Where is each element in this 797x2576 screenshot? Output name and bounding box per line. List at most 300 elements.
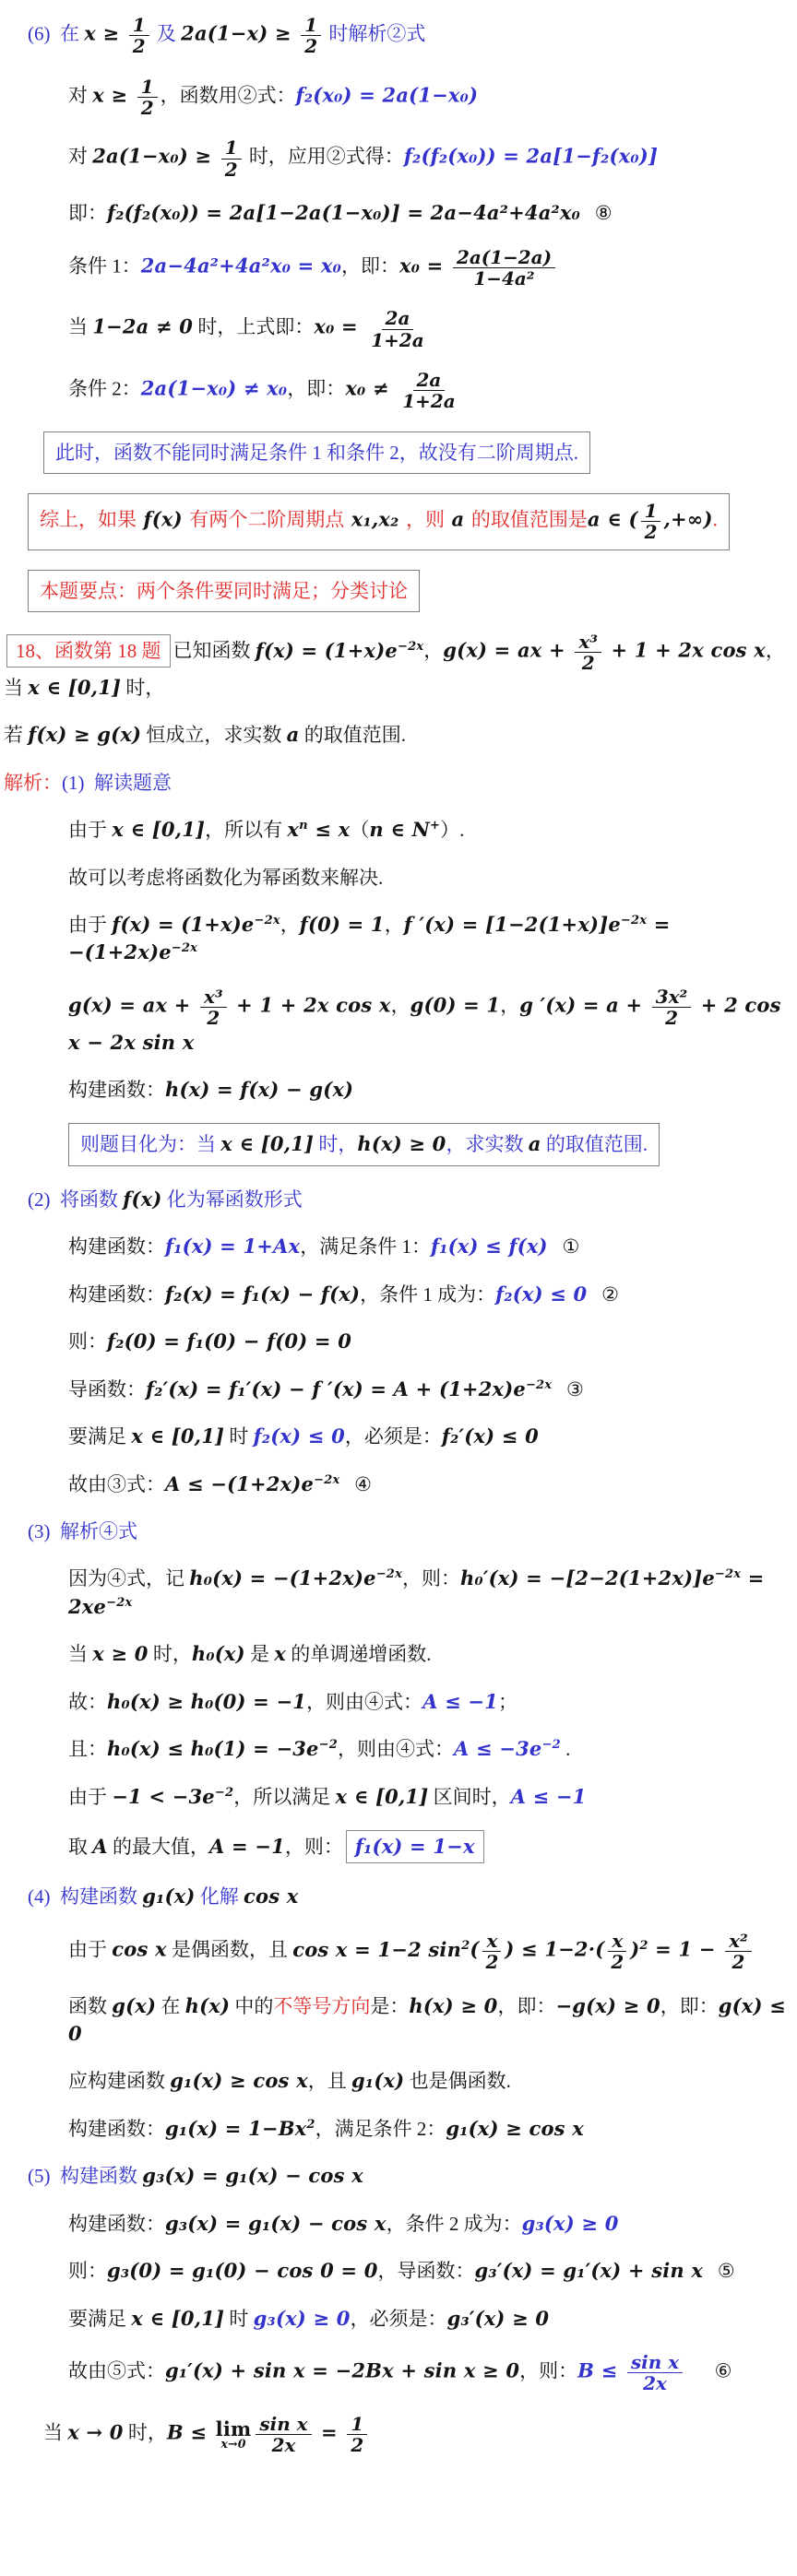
fraction bbox=[347, 2414, 367, 2456]
math-run: $A \le -(1+2x)e^{-2x}$ bbox=[165, 1471, 340, 1495]
text-run: ， bbox=[423, 639, 444, 662]
math-run: g₃′(x) = g₁′(x) + sin x bbox=[474, 2259, 704, 2283]
math-run: x₀ ≠ bbox=[345, 376, 397, 400]
text-run: 且： bbox=[68, 1738, 107, 1761]
math-run: ( bbox=[470, 1937, 480, 1961]
text-run: ，所以有 bbox=[205, 819, 288, 842]
math-run: f $'(x) = [1-2(1+x)]e^{-2x}$ bbox=[403, 913, 648, 936]
boxed-statement bbox=[43, 431, 590, 474]
fraction-numerator: 1 bbox=[129, 15, 149, 36]
limit-notation bbox=[215, 2416, 252, 2451]
doc-line bbox=[0, 1565, 791, 1621]
math-run: x ∈ [0,1] bbox=[131, 2306, 225, 2330]
text-run: 要满足 bbox=[68, 1425, 132, 1448]
text-run: 时，上式即： bbox=[193, 315, 315, 338]
text-run: 也是偶函数. bbox=[404, 2070, 511, 2093]
fraction-denominator: 2 bbox=[304, 35, 318, 58]
text-run: 函数 bbox=[68, 1994, 113, 2017]
boxed-statement bbox=[28, 493, 730, 550]
math-run: f₂′(x) = f₁′(x) − f $'(x) = A + (1+2x)e^{-2x}$ bbox=[146, 1377, 553, 1400]
math-run: x bbox=[274, 1642, 286, 1666]
fraction bbox=[575, 632, 601, 674]
text-run: （ bbox=[350, 819, 370, 842]
doc-line bbox=[0, 911, 791, 967]
text-run: (5) bbox=[28, 2165, 60, 2188]
fraction-numerator: sin x bbox=[256, 2414, 311, 2435]
text-run: ，即： bbox=[287, 377, 346, 400]
text-run: ，则： bbox=[402, 1567, 461, 1590]
math-run: g(x) = ax + bbox=[443, 638, 573, 662]
doc-line bbox=[0, 77, 791, 119]
math-run: $g_1(x) = 1-Bx^2$ bbox=[165, 2116, 315, 2140]
math-run: B ≤ bbox=[166, 2420, 214, 2444]
text-run: ，函数用②式： bbox=[160, 84, 296, 107]
doc-line bbox=[0, 308, 791, 350]
text-run: 导函数： bbox=[68, 1377, 146, 1400]
fraction bbox=[627, 2352, 683, 2394]
math-run: $f(x) = (1+x)e^{-2x}$ bbox=[255, 638, 424, 662]
fraction-numerator: x² bbox=[725, 1931, 752, 1952]
math-run: $h_0'(x) = -[2-2(1+2x)]e^{-2x}$ bbox=[460, 1566, 742, 1590]
math-run: $-1 < -3e^{-2}$ bbox=[112, 1784, 234, 1808]
text-run: 应构建函数 bbox=[68, 2070, 171, 2093]
text-run: ，所以满足 bbox=[233, 1785, 336, 1808]
text-run: 对 bbox=[68, 84, 93, 107]
doc-line bbox=[0, 721, 791, 749]
doc-line bbox=[0, 1233, 791, 1260]
text-run: ， bbox=[500, 994, 520, 1017]
doc-line bbox=[0, 2305, 791, 2333]
math-run: g₃(x) ≥ 0 bbox=[521, 2211, 619, 2235]
text-run: 及 bbox=[151, 22, 182, 45]
text-run: ，即： bbox=[660, 1994, 719, 2017]
math-run: n ∈ N+ bbox=[369, 818, 441, 842]
text-run: 时，应用②式得： bbox=[244, 146, 404, 169]
doc-line bbox=[0, 137, 791, 180]
math-run: x ∈ [0,1] bbox=[112, 818, 206, 842]
text-run: 若 bbox=[4, 724, 29, 747]
text-run: 本题要点：两个条件要同时满足；分类讨论 bbox=[40, 579, 408, 602]
text-run: ， bbox=[384, 914, 404, 936]
math-run: h(x) ≥ 0 bbox=[409, 1993, 498, 2017]
text-run: ，必须是： bbox=[344, 1425, 442, 1448]
doc-line bbox=[0, 1518, 791, 1545]
math-run: A ≤ −1 bbox=[422, 1689, 498, 1713]
fraction bbox=[453, 247, 555, 290]
math-run: cos x = 1−2 $\sin^2$ bbox=[292, 1937, 470, 1961]
inline-box bbox=[6, 634, 171, 668]
doc-line bbox=[0, 1688, 791, 1716]
text-run: 是 bbox=[244, 1643, 275, 1666]
text-run: 条件 2： bbox=[68, 377, 141, 400]
fraction-numerator: 1 bbox=[221, 137, 242, 159]
doc-line bbox=[0, 769, 791, 797]
text-run: 故： bbox=[68, 1690, 107, 1713]
text-run: ① bbox=[547, 1235, 580, 1258]
doc-line bbox=[0, 1735, 791, 1763]
fraction bbox=[652, 987, 692, 1029]
text-run: ，则由④式： bbox=[338, 1738, 454, 1761]
math-run: g₁(x) ≥ cos x bbox=[170, 2069, 308, 2093]
doc-line bbox=[0, 2067, 791, 2095]
math-run: x₁,x₂ bbox=[344, 507, 407, 531]
math-run: x ∈ [0,1] bbox=[335, 1784, 429, 1808]
fraction-numerator: 2a bbox=[413, 370, 446, 391]
math-run: x ≥ 0 bbox=[92, 1642, 149, 1666]
text-run: ）. bbox=[440, 819, 465, 842]
text-run: ④ bbox=[339, 1472, 372, 1495]
text-run: 的取值范围是 bbox=[470, 508, 588, 531]
math-run: + 1 + 2x cos x bbox=[229, 993, 391, 1017]
math-run: A ≤ −1 bbox=[510, 1784, 587, 1808]
text-run: 构建函数 bbox=[60, 2165, 143, 2188]
inline-box bbox=[346, 1830, 484, 1863]
math-run: ,+∞) bbox=[663, 507, 713, 531]
fraction-numerator: 2a bbox=[382, 308, 414, 329]
math-run: f₂′(x) ≤ 0 bbox=[441, 1424, 539, 1448]
text-run: . bbox=[712, 508, 718, 531]
text-run: ，则： bbox=[284, 1836, 343, 1858]
text-run: 当 bbox=[68, 315, 93, 338]
math-run: h(x) ≥ 0 bbox=[357, 1132, 446, 1156]
fraction-denominator: 2 bbox=[485, 1951, 499, 1974]
doc-line bbox=[0, 1376, 791, 1403]
text-run: ③ bbox=[552, 1377, 584, 1400]
doc-line bbox=[0, 1123, 791, 1165]
text-run: 则： bbox=[68, 1330, 107, 1353]
doc-line bbox=[0, 2210, 791, 2238]
fraction-numerator: x bbox=[608, 1931, 626, 1952]
text-run: 时， bbox=[121, 676, 165, 699]
text-run: 构建函数： bbox=[68, 1079, 165, 1101]
doc-line bbox=[0, 247, 791, 290]
math-run: a bbox=[528, 1132, 541, 1156]
math-run: A bbox=[92, 1835, 108, 1858]
text-run: ⑧ bbox=[580, 202, 613, 225]
math-run: B ≤ bbox=[577, 2358, 625, 2382]
math-run: g ′(x) = a + bbox=[519, 993, 649, 1017]
fraction-denominator: 2 bbox=[207, 1007, 220, 1030]
text-run: (4) bbox=[28, 1885, 60, 1908]
text-run: 故由⑤式： bbox=[68, 2359, 165, 2382]
math-run: g₃(x) ≥ 0 bbox=[253, 2306, 351, 2330]
math-run: x₀ = bbox=[399, 254, 450, 278]
math-run: = $2xe^{-2x}$ bbox=[68, 1566, 772, 1618]
math-run: $A \le -3e^{-2}$ bbox=[454, 1737, 561, 1761]
text-run: 的单调递增函数. bbox=[285, 1643, 432, 1666]
fraction-denominator: 1+2a bbox=[371, 328, 424, 351]
fraction bbox=[482, 1931, 502, 1973]
fraction bbox=[129, 15, 149, 57]
text-run: 则题目化为：当 bbox=[80, 1133, 221, 1156]
text-run: 要满足 bbox=[68, 2307, 132, 2330]
text-run: . bbox=[560, 1738, 571, 1761]
fraction-denominator: 2x bbox=[643, 2372, 667, 2395]
math-run: f₂(x) ≤ 0 bbox=[495, 1282, 588, 1306]
text-run: ② bbox=[587, 1282, 619, 1306]
text-run: 时， bbox=[148, 1643, 192, 1666]
math-run: $x^n$ bbox=[287, 818, 308, 842]
math-run: g(x) = ax + bbox=[68, 993, 198, 1017]
text-run: 化为幂函数形式 bbox=[161, 1188, 303, 1211]
fraction-denominator: 2 bbox=[665, 1007, 678, 1030]
doc-line bbox=[0, 15, 791, 57]
math-run: x₀ = bbox=[314, 314, 365, 338]
text-run: ， bbox=[280, 914, 300, 936]
fraction-numerator: 1 bbox=[137, 77, 158, 98]
text-run: 则： bbox=[68, 2260, 107, 2283]
math-run: 2a(1−x₀) ≠ x₀ bbox=[140, 376, 288, 400]
math-run: g₁′(x) + sin x = −2Bx + sin x ≥ 0 bbox=[165, 2358, 520, 2382]
doc-line bbox=[0, 2352, 791, 2394]
doc-line bbox=[0, 1931, 791, 1973]
text-run: 时解析②式 bbox=[324, 22, 426, 45]
math-run: x ∈ [0,1] bbox=[131, 1424, 225, 1448]
fraction-numerator: x³ bbox=[200, 987, 227, 1008]
doc-line bbox=[0, 1186, 791, 1213]
math-run: f₂(x) = f₁(x) − f(x) bbox=[165, 1282, 361, 1306]
text-run: 条件 1： bbox=[68, 254, 141, 278]
fraction-denominator: 2 bbox=[732, 1951, 745, 1974]
doc-line bbox=[0, 1783, 791, 1811]
math-run: + 1 + 2x cos x bbox=[603, 638, 766, 662]
math-run: A = −1 bbox=[209, 1835, 285, 1858]
math-run: = 1 − bbox=[648, 1937, 723, 1961]
text-run: 时， bbox=[123, 2421, 167, 2444]
boxed-statement bbox=[68, 1123, 660, 1165]
math-run: 1−2a ≠ 0 bbox=[92, 314, 194, 338]
math-run: )$^2$ bbox=[630, 1937, 648, 1961]
text-run: ，满足条件 2： bbox=[315, 2117, 446, 2140]
text-run: 有两个二阶周期点 bbox=[189, 508, 345, 531]
text-run: ，求实数 bbox=[446, 1133, 529, 1156]
text-run: 由于 bbox=[68, 914, 113, 936]
text-run: 时 bbox=[224, 1425, 254, 1448]
text-run: 对 bbox=[68, 146, 93, 169]
text-run: 构建函数： bbox=[68, 2117, 165, 2140]
text-run: ； bbox=[497, 1690, 517, 1713]
fraction-denominator: 2 bbox=[351, 2434, 364, 2457]
text-run: 是偶函数，且 bbox=[166, 1938, 293, 1961]
fraction-denominator: 2 bbox=[132, 35, 146, 58]
doc-line bbox=[0, 2162, 791, 2190]
text-run: 中的 bbox=[230, 1994, 274, 2017]
fraction bbox=[137, 77, 158, 119]
math-run: f₁(x) ≤ f(x) bbox=[431, 1235, 548, 1258]
fraction bbox=[221, 137, 242, 180]
math-run: f₁(x) = 1+Ax bbox=[165, 1235, 301, 1258]
doc-line bbox=[0, 493, 791, 550]
text-run: 已知函数 bbox=[172, 639, 256, 662]
math-run: cos x bbox=[244, 1885, 299, 1908]
text-run: 的取值范围. bbox=[541, 1133, 648, 1156]
math-run: −g(x) ≥ 0 bbox=[555, 1993, 660, 2017]
boxed-statement bbox=[28, 570, 420, 612]
math-run: x → 0 bbox=[67, 2420, 124, 2444]
math-run: f₁(x) = 1−x bbox=[354, 1835, 475, 1858]
math-run: g₃(x) = g₁(x) − cos x bbox=[142, 2164, 363, 2188]
fraction bbox=[367, 308, 427, 350]
fraction-numerator: sin x bbox=[627, 2352, 683, 2373]
fraction-denominator: 2 bbox=[611, 1951, 625, 1974]
text-run: 不等号方向 bbox=[273, 1994, 371, 2017]
limit-main: lim bbox=[215, 2416, 252, 2440]
math-run: f(x) ≥ g(x) bbox=[28, 723, 142, 747]
text-run: 当 bbox=[43, 2421, 68, 2444]
math-run: = $-(1+2x)e^{-2x}$ bbox=[68, 913, 678, 964]
fraction bbox=[607, 1931, 627, 1973]
math-run: ) ≤ 1−2·( bbox=[505, 1937, 605, 1961]
math-run: g₃(0) = g₁(0) − cos 0 = 0 bbox=[107, 2259, 378, 2283]
text-run: (2) bbox=[28, 1188, 60, 1211]
text-run: 由于 bbox=[68, 1938, 113, 1961]
math-run: f(0) = 1 bbox=[299, 913, 385, 936]
math-run: f₂(f₂(x₀)) = 2a[1−f₂(x₀)] bbox=[403, 145, 659, 169]
math-run: h₀(x) ≥ h₀(0) = −1 bbox=[107, 1689, 307, 1713]
math-run: f(x) bbox=[123, 1187, 162, 1211]
text-run: (3) 解析④式 bbox=[28, 1519, 137, 1542]
math-run: ≤ x bbox=[307, 818, 351, 842]
text-run: 取 bbox=[68, 1836, 93, 1858]
text-run: 综上，如果 bbox=[40, 508, 137, 531]
text-run: 此时，函数不能同时满足条件 1 和条件 2，故没有二阶周期点. bbox=[55, 441, 578, 464]
doc-line bbox=[0, 1471, 791, 1498]
math-run: h₀(x) bbox=[191, 1642, 245, 1666]
doc-line bbox=[0, 987, 791, 1057]
fraction-numerator: 1 bbox=[641, 501, 661, 522]
text-run: ⑥ bbox=[685, 2359, 732, 2382]
math-run: x ≥ bbox=[92, 83, 135, 107]
text-run: 化解 bbox=[195, 1885, 244, 1908]
text-run: ，满足条件 1： bbox=[300, 1235, 432, 1258]
math-run: f(x) bbox=[137, 507, 190, 531]
math-run: cos x bbox=[112, 1937, 167, 1961]
text-run: ，即： bbox=[341, 254, 400, 278]
fraction bbox=[200, 987, 227, 1029]
math-run: f₂(x₀) = 2a(1−x₀) bbox=[295, 83, 479, 107]
doc-line bbox=[0, 864, 791, 892]
fraction bbox=[641, 501, 661, 543]
math-run: x ∈ [0,1] bbox=[220, 1132, 315, 1156]
text-run: 构建函数： bbox=[68, 1235, 165, 1258]
fraction-denominator: 2 bbox=[140, 97, 154, 120]
text-run: 区间时， bbox=[428, 1785, 511, 1808]
fraction-denominator: 1+2a bbox=[402, 390, 456, 413]
text-run: ，条件 2 成为： bbox=[386, 2212, 522, 2235]
doc-line bbox=[0, 1076, 791, 1104]
math-run: a bbox=[286, 723, 300, 747]
math-run: a bbox=[445, 507, 471, 531]
doc-line bbox=[0, 2414, 791, 2456]
text-run: 将函数 bbox=[60, 1188, 124, 1211]
text-run: 时， bbox=[314, 1133, 358, 1156]
text-run: (1) 解读题意 bbox=[62, 771, 172, 794]
limit-under: x→0 bbox=[220, 2436, 246, 2451]
doc-line bbox=[0, 1992, 791, 2049]
math-run: g₁(x) bbox=[351, 2069, 405, 2093]
math-run: x ∈ [0,1] bbox=[28, 675, 122, 699]
doc-line bbox=[0, 370, 791, 412]
doc-line bbox=[0, 632, 791, 702]
text-run: 在 bbox=[60, 22, 85, 45]
text-run: 当 bbox=[68, 1643, 93, 1666]
math-run: x ≥ bbox=[84, 21, 126, 45]
text-run: (6) bbox=[28, 22, 60, 45]
math-run: $h_0(x) = -(1+2x)e^{-2x}$ bbox=[189, 1566, 403, 1590]
text-run: 即： bbox=[68, 202, 107, 225]
text-run: 的最大值， bbox=[107, 1836, 209, 1858]
math-run: g₁(x) bbox=[142, 1885, 196, 1908]
text-run: ，且 bbox=[307, 2070, 352, 2093]
math-run: a ∈ ( bbox=[587, 507, 638, 531]
doc-line bbox=[0, 1640, 791, 1668]
math-run: g(x) ≤ 0 bbox=[68, 1993, 793, 2045]
text-run: ，当 bbox=[4, 639, 785, 699]
text-run: 解析： bbox=[4, 771, 62, 794]
text-run: ，条件 1 成为： bbox=[360, 1282, 496, 1306]
text-run: 18、函数第 18 题 bbox=[16, 639, 161, 662]
text-run: 在 bbox=[156, 1994, 185, 2017]
text-run: 故由③式： bbox=[68, 1472, 165, 1495]
text-run: 恒成立，求实数 bbox=[141, 724, 287, 747]
text-run: ，必须是： bbox=[350, 2307, 447, 2330]
doc-line bbox=[0, 1883, 791, 1910]
math-run: f₂(f₂(x₀)) = 2a[1−2a(1−x₀)] = 2a−4a²+4a²x₀ bbox=[107, 201, 581, 225]
doc-line bbox=[0, 199, 791, 227]
math-run: f₂(x) ≤ 0 bbox=[253, 1424, 345, 1448]
text-run: ，导函数： bbox=[377, 2260, 475, 2283]
fraction-denominator: 2x bbox=[271, 2434, 296, 2457]
text-run: ， bbox=[390, 994, 410, 1017]
fraction bbox=[398, 370, 458, 412]
fraction-denominator: 2 bbox=[644, 521, 658, 544]
fraction bbox=[725, 1931, 752, 1973]
math-run: $h_0(x) \le h_0(1) = -3e^{-2}$ bbox=[107, 1737, 338, 1761]
math-run: g(0) = 1 bbox=[410, 993, 501, 1017]
text-run: 构建函数： bbox=[68, 1282, 165, 1306]
text-run: 故可以考虑将函数化为幂函数来解决. bbox=[68, 866, 384, 889]
math-run: 2a−4a²+4a²x₀ = x₀ bbox=[140, 254, 342, 278]
doc-line bbox=[0, 2115, 791, 2143]
math-run: g₃(x) = g₁(x) − cos x bbox=[165, 2211, 387, 2235]
fraction-numerator: 3x² bbox=[652, 987, 692, 1008]
text-run: 时 bbox=[224, 2307, 254, 2330]
math-run: g₃′(x) ≥ 0 bbox=[446, 2306, 550, 2330]
text-run: ⑤ bbox=[703, 2260, 735, 2283]
fraction-denominator: 2 bbox=[581, 652, 595, 675]
doc-line bbox=[0, 1830, 791, 1863]
fraction-numerator: 1 bbox=[347, 2414, 367, 2435]
doc-line bbox=[0, 1423, 791, 1450]
fraction bbox=[301, 15, 321, 57]
text-run: 由于 bbox=[68, 819, 113, 842]
math-run: h(x) = f(x) − g(x) bbox=[165, 1078, 354, 1101]
text-run: 由于 bbox=[68, 1785, 113, 1808]
doc-line bbox=[0, 816, 791, 844]
text-run: 构建函数 bbox=[60, 1885, 143, 1908]
doc-line bbox=[0, 1328, 791, 1355]
math-run: + 2 cos x − 2x sin x bbox=[68, 993, 789, 1054]
math-run: h(x) bbox=[184, 1993, 231, 2017]
doc-line bbox=[0, 2257, 791, 2285]
fraction-denominator: 2 bbox=[224, 158, 238, 181]
text-run: ，则由④式： bbox=[306, 1690, 423, 1713]
fraction-numerator: 1 bbox=[301, 15, 321, 36]
text-run: 是： bbox=[370, 1994, 410, 2017]
doc-line bbox=[0, 570, 791, 612]
doc-line bbox=[0, 1281, 791, 1308]
fraction-denominator: 1−4a² bbox=[473, 266, 535, 290]
